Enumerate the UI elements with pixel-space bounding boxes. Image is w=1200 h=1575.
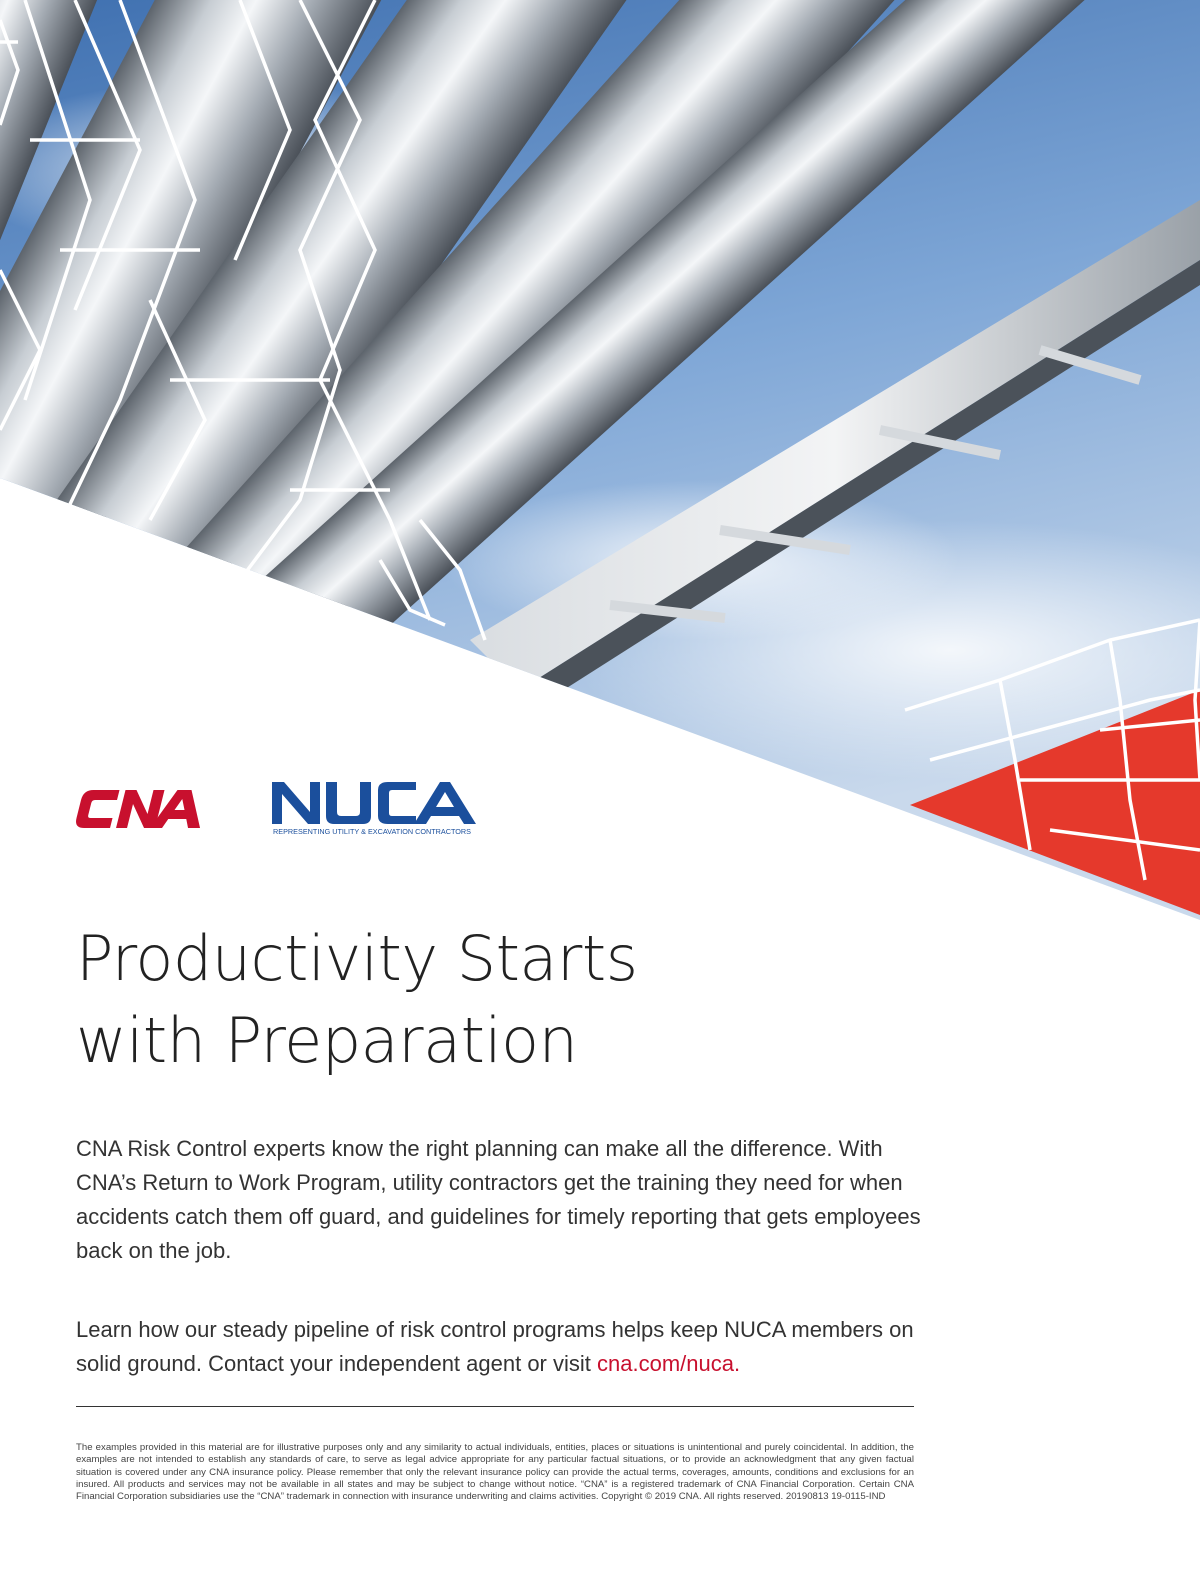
nuca-tagline: REPRESENTING UTILITY & EXCAVATION CONTRACTORS <box>273 829 472 836</box>
cna-logo <box>75 784 225 834</box>
legal-disclaimer: The examples provided in this material are for illustrative purposes only and any similarity to actual individuals, entities, places or situations is unintentional and purely coincidental. In addition, the examples are not intended to establish any standards of care, to serve as legal advice appropriate for any particular factual situations, or to provide an acknowledgment that any given factual situation is covered under any CNA insurance policy. Please remember that only the relevant insurance policy can provide the actual terms, coverages, amounts, conditions and exclusions for an insured. All products and services may not be available in all states and may be subject to change without notice. “CNA” is a registered trademark of CNA Financial Corporation. Certain CNA Financial Corporation subsidiaries use the “CNA” trademark in connection with insurance underwriting and claims activities. Copyright © 2019 CNA. All rights reserved. 20190813 19-0115-IND <box>76 1442 914 1503</box>
cta-paragraph <box>76 1313 936 1381</box>
page-title <box>76 918 976 1082</box>
nuca-logo <box>270 778 480 838</box>
divider <box>76 1406 914 1407</box>
cta-text: Learn how our steady pipeline of risk control programs helps keep NUCA members on solid ground. Contact your independent agent or visit <box>76 1317 914 1376</box>
cna-nuca-link[interactable]: cna.com/nuca. <box>597 1351 741 1376</box>
intro-paragraph: CNA Risk Control experts know the right planning can make all the difference. With CNA’s Return to Work Program, utility contractors get the training they need for when accidents catch them off guard, and guidelines for timely reporting that gets employees back on the job. <box>76 1136 921 1263</box>
page-title-line-2: with Preparation <box>76 1004 578 1077</box>
page-title-line-1: Productivity Starts <box>76 922 638 995</box>
